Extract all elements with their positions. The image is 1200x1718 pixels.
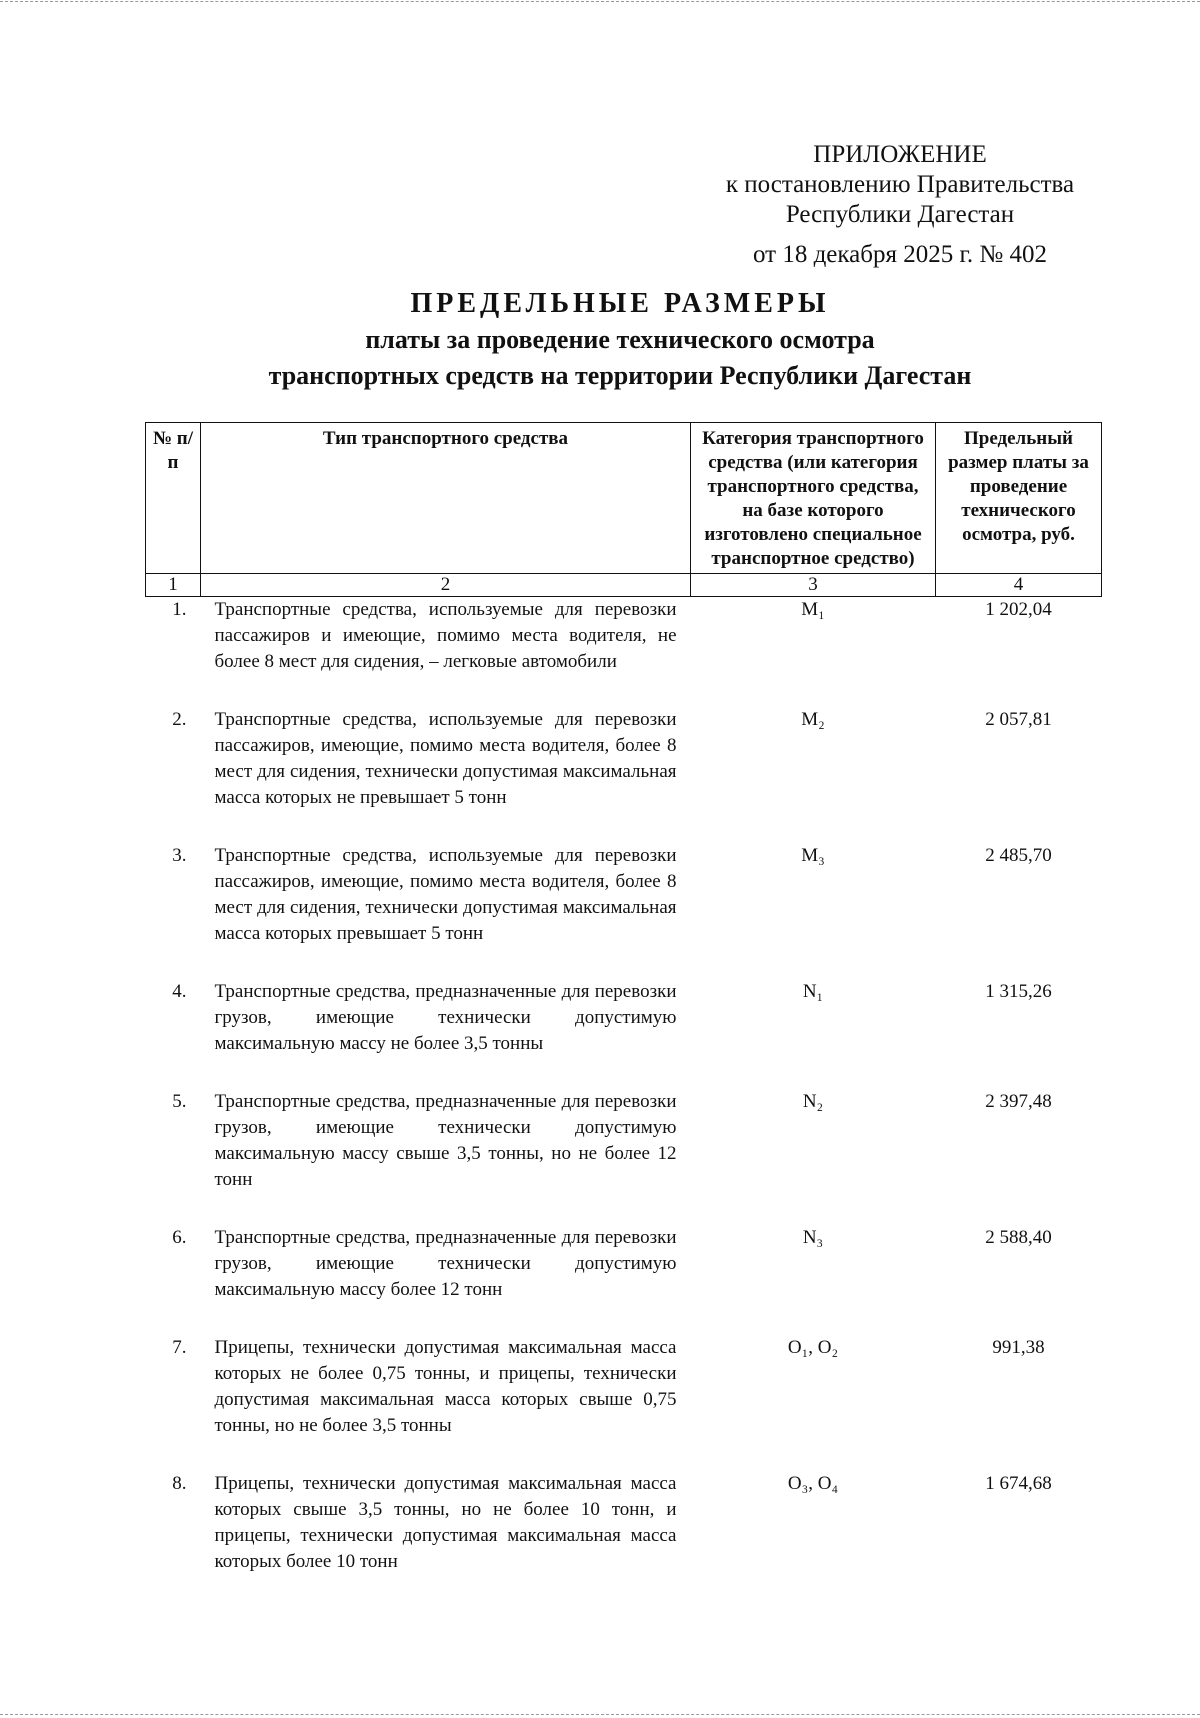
table-row — [146, 843, 1102, 979]
vehicle-category: O₁, O₂ — [787, 1337, 839, 1358]
vehicle-type: Транспортные средства, используемые для перевозки пассажиров, имеющие, помимо места водителя, более 8 мест для сидения, технически допустимая максимальная масса которых превышает 5 тонн — [214, 845, 677, 944]
appendix-region: Республики Дагестан — [785, 201, 1015, 228]
vehicle-type: Прицепы, технически допустимая максимальная масса которых не более 0,75 тонны, и прицепы, технически допустимая максимальная масса которых свыше 0,75 тонны, но не более 3,5 тонны — [214, 1337, 677, 1436]
vehicle-type: Транспортные средства, используемые для перевозки пассажиров и имеющие, помимо места водителя, не более 8 мест для сидения, – легковые автомобили — [214, 599, 677, 672]
row-number: 4. — [172, 981, 187, 1002]
fee-value: 2 485,70 — [985, 845, 1052, 866]
vehicle-category: M₃ — [801, 845, 825, 866]
table-row — [146, 1471, 1102, 1607]
document-subtitle-2: транспортных средств на территории Республики Дагестан — [268, 361, 972, 390]
document-subtitle-1: платы за проведение технического осмотра — [365, 325, 875, 354]
column-number: 1 — [146, 574, 201, 597]
table-header-row — [146, 423, 1102, 574]
row-number: 3. — [172, 845, 187, 866]
rates-table — [145, 422, 1102, 1607]
column-number: 3 — [691, 574, 936, 597]
row-number: 2. — [172, 709, 187, 730]
column-number: 4 — [936, 574, 1102, 597]
vehicle-category: M₁ — [801, 599, 825, 620]
scan-edge-bottom — [0, 1714, 1200, 1715]
row-number: 5. — [172, 1091, 187, 1112]
document-heading — [150, 286, 1090, 394]
table-row — [146, 707, 1102, 843]
fee-value: 2 057,81 — [985, 709, 1052, 730]
appendix-title: ПРИЛОЖЕНИЕ — [813, 141, 987, 168]
document-title: ПРЕДЕЛЬНЫЕ РАЗМЕРЫ — [410, 288, 830, 319]
table-row — [146, 1089, 1102, 1225]
row-number: 6. — [172, 1227, 187, 1248]
table-row — [146, 1335, 1102, 1471]
appendix-block — [700, 140, 1100, 270]
vehicle-category: N₂ — [802, 1091, 824, 1112]
table-column-number-row — [146, 574, 1102, 597]
row-number: 8. — [172, 1473, 187, 1494]
row-number: 7. — [172, 1337, 187, 1358]
fee-value: 1 202,04 — [985, 599, 1052, 620]
header-vehicle-type: Тип транспортного средства — [201, 423, 691, 574]
header-category: Категория транспортного средства (или категория транспортного средства, на базе которого изготовлено специальное транспортное средство) — [691, 423, 936, 574]
fee-value: 1 674,68 — [985, 1473, 1052, 1494]
header-max-fee: Предельный размер платы за проведение технического осмотра, руб. — [936, 423, 1102, 574]
vehicle-type: Транспортные средства, предназначенные для перевозки грузов, имеющие технически допустимую максимальную массу более 12 тонн — [214, 1227, 677, 1300]
vehicle-type: Прицепы, технически допустимая максимальная масса которых свыше 3,5 тонны, но не более 10 тонн, и прицепы, технически допустимая максимальная масса которых более 10 тонн — [214, 1473, 677, 1572]
table-row — [146, 979, 1102, 1089]
vehicle-category: N₃ — [802, 1227, 824, 1248]
fee-value: 1 315,26 — [985, 981, 1052, 1002]
row-number: 1. — [172, 599, 187, 620]
column-number: 2 — [201, 574, 691, 597]
vehicle-category: O₃, O₄ — [787, 1473, 839, 1494]
table-row — [146, 1225, 1102, 1335]
fee-value: 2 397,48 — [985, 1091, 1052, 1112]
appendix-date-number: от 18 декабря 2025 г. № 402 — [752, 241, 1048, 268]
vehicle-category: N₁ — [802, 981, 824, 1002]
header-number: № п/п — [146, 423, 201, 574]
table-row — [146, 597, 1102, 708]
fee-value: 991,38 — [992, 1337, 1045, 1358]
vehicle-type: Транспортные средства, предназначенные для перевозки грузов, имеющие технически допустимую максимальную массу свыше 3,5 тонны, но не более 12 тонн — [214, 1091, 677, 1190]
vehicle-category: M₂ — [801, 709, 825, 730]
scan-edge-top — [0, 1, 1200, 2]
vehicle-type: Транспортные средства, предназначенные для перевозки грузов, имеющие технически допустимую максимальную массу не более 3,5 тонны — [214, 981, 677, 1054]
fee-value: 2 588,40 — [985, 1227, 1052, 1248]
appendix-ref: к постановлению Правительства — [725, 171, 1075, 198]
vehicle-type: Транспортные средства, используемые для перевозки пассажиров, имеющие, помимо места водителя, более 8 мест для сидения, технически допустимая максимальная масса которых не превышает 5 тонн — [214, 709, 677, 808]
